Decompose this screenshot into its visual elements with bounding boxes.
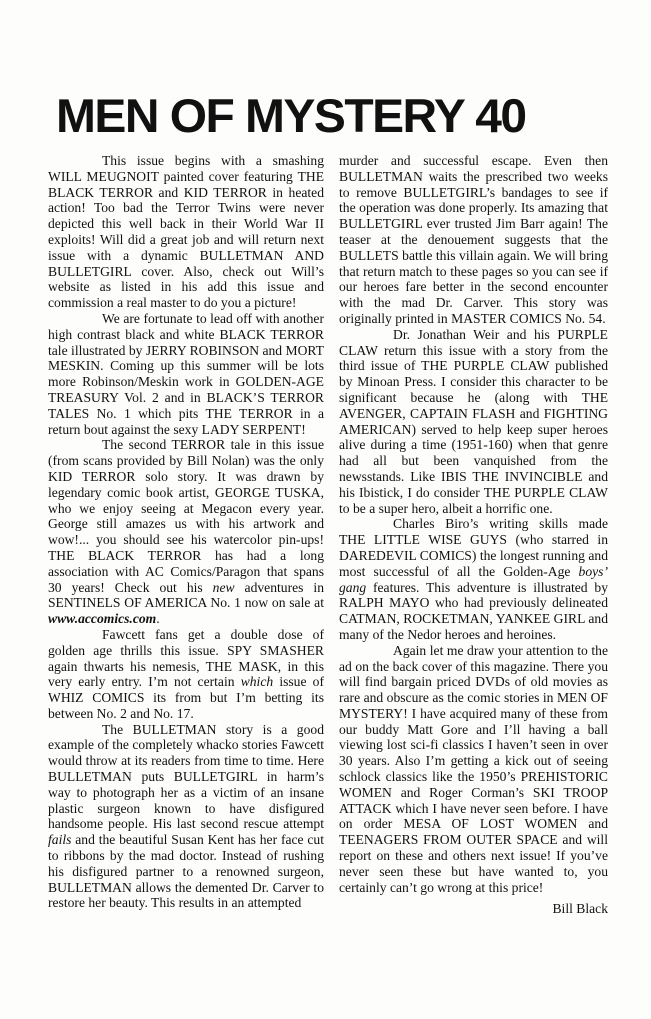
text-run: Charles Biro’s writing skills made THE LITTLE WISE GUYS (who starred in DAREDEVIL COMICS) the longest running and most successful of all the Golden-Age bbox=[339, 516, 608, 579]
body-paragraph bbox=[48, 627, 324, 722]
text-run: adventures in SENTINELS OF AMERICA No. 1 now on sale at bbox=[48, 579, 324, 611]
text-run: murder and successful escape. Even then BULLETMAN waits the prescribed two weeks to remove BULLETGIRL’s bandages to see if the operation was done properly. Its amazing that BULLETGIRL ever trusted Jim Barr again! The teaser at the denouement suggests that the BULLETS battle this villain again. We will bring that return match to these pages so you can see if our heroes fare better in the second encounter with the mad Dr. Carver. This story was originally printed in MASTER COMICS No. 54. bbox=[339, 153, 608, 326]
text-run: The second TERROR tale in this issue (from scans provided by Bill Nolan) was the only KID TERROR solo story. It was drawn by legendary comic book artist, GEORGE TUSKA, who we enjoy seeing at Megacon every year. George still amazes us with his artwork and wow!... you should see his watercolor pin-ups! THE BLACK TERROR has had a long association with AC Comics/Paragon that spans 30 years! Check out his bbox=[48, 437, 324, 595]
body-paragraph bbox=[339, 153, 608, 327]
left-column bbox=[48, 153, 324, 911]
text-run: We are fortunate to lead off with another high contrast black and white BLACK TERROR tale illustrated by JERRY ROBINSON and MORT MESKIN. Coming up this summer will be lots more Robinson/Meskin work in GOLDEN-AGE TREASURY Vol. 2 and in BLACK’S TERROR TALES No. 1 which pits THE TERROR in a return bout against the sexy LADY SERPENT! bbox=[48, 310, 324, 437]
body-paragraph bbox=[48, 153, 324, 311]
text-run: features. This adventure is illustrated by RALPH MAYO who had previously delineated CATMAN, ROCKETMAN, YANKEE GIRL and many of the Nedor heroes and heroines. bbox=[339, 579, 608, 642]
page-title: MEN OF MYSTERY 40 bbox=[56, 89, 526, 142]
author-signature: Bill Black bbox=[552, 901, 608, 917]
text-run: Dr. Jonathan Weir and his PURPLE CLAW return this issue with a story from the third issue of THE PURPLE CLAW published by Minoan Press. I consider this character to be significant because he (along with THE AVENGER, CAPTAIN FLASH and FIGHTING AMERICAN) served to help keep super heroes alive during a time (1951-160) when that genre had all but been vanquished from the newsstands. Like IBIS THE INVINCIBLE and his Ibistick, I do consider THE PURPLE CLAW to be a super hero, albeit a horrific one. bbox=[339, 326, 608, 516]
text-run: www.accomics.com bbox=[48, 611, 157, 627]
right-column bbox=[339, 153, 608, 917]
text-run: boys’ gang bbox=[339, 563, 608, 595]
body-paragraph bbox=[48, 437, 324, 627]
body-paragraph bbox=[48, 722, 324, 912]
body-paragraph bbox=[339, 327, 608, 517]
text-run: This issue begins with a smashing WILL MEUGNOIT painted cover featuring THE BLACK TERROR and KID TERROR in heated action! Too bad the Terror Twins were never depicted this well back in their World War II exploits! Will did a great job and will return next issue with a dynamic BULLETMAN AND BULLETGIRL cover. Also, check out Will’s website as listed in his add this issue and commission a real master to do you a picture! bbox=[48, 153, 324, 311]
body-paragraph bbox=[48, 311, 324, 437]
text-run: fails bbox=[48, 832, 72, 848]
body-paragraph bbox=[339, 516, 608, 642]
text-run: Again let me draw your attention to the ad on the back cover of this magazine. There you will find bargain priced DVDs of old movies as rare and obscure as the comic stories in MEN OF MYSTERY! I have acquired many of these from our buddy Matt Gore and I’ll having a ball viewing lost sci-fi classics I haven’t seen in over 30 years. Also I’m getting a kick out of seeing schlock classics like the 1950’s PREHISTORIC WOMEN and Roger Corman’s SKI TROOP ATTACK which I have never seen before. I have on order MESA OF LOST WOMEN and TEENAGERS FROM OUTER SPACE and will report on these and others next issue! If you’ve never seen these but have wanted to, you certainly can’t go wrong at this price! bbox=[339, 642, 608, 895]
text-run: new bbox=[212, 579, 235, 595]
text-run: which bbox=[240, 674, 274, 690]
body-paragraph bbox=[339, 643, 608, 896]
text-run: Fawcett fans get a double dose of golden age thrills this issue. SPY SMASHER again thwarts his nemesis, THE MASK, in this very early entry. I’m not certain bbox=[48, 626, 324, 690]
text-run: and the beautiful Susan Kent has her face cut to ribbons by the mad doctor. Instead of rushing his disfigured partner to a renowned surgeon, BULLETMAN allows the demented Dr. Carver to restore her beauty. This results in an attempted bbox=[48, 832, 324, 911]
text-run: issue of WHIZ COMICS its from but I’m betting its between No. 2 and No. 17. bbox=[48, 674, 324, 721]
text-run: The BULLETMAN story is a good example of the completely whacko stories Fawcett would throw at its readers from time to time. Here BULLETMAN puts BULLETGIRL in harm’s way to photograph her as a victim of an insane plastic surgeon known to have disfigured handsome people. His last second rescue attempt bbox=[48, 721, 324, 832]
text-run: . bbox=[156, 611, 160, 627]
